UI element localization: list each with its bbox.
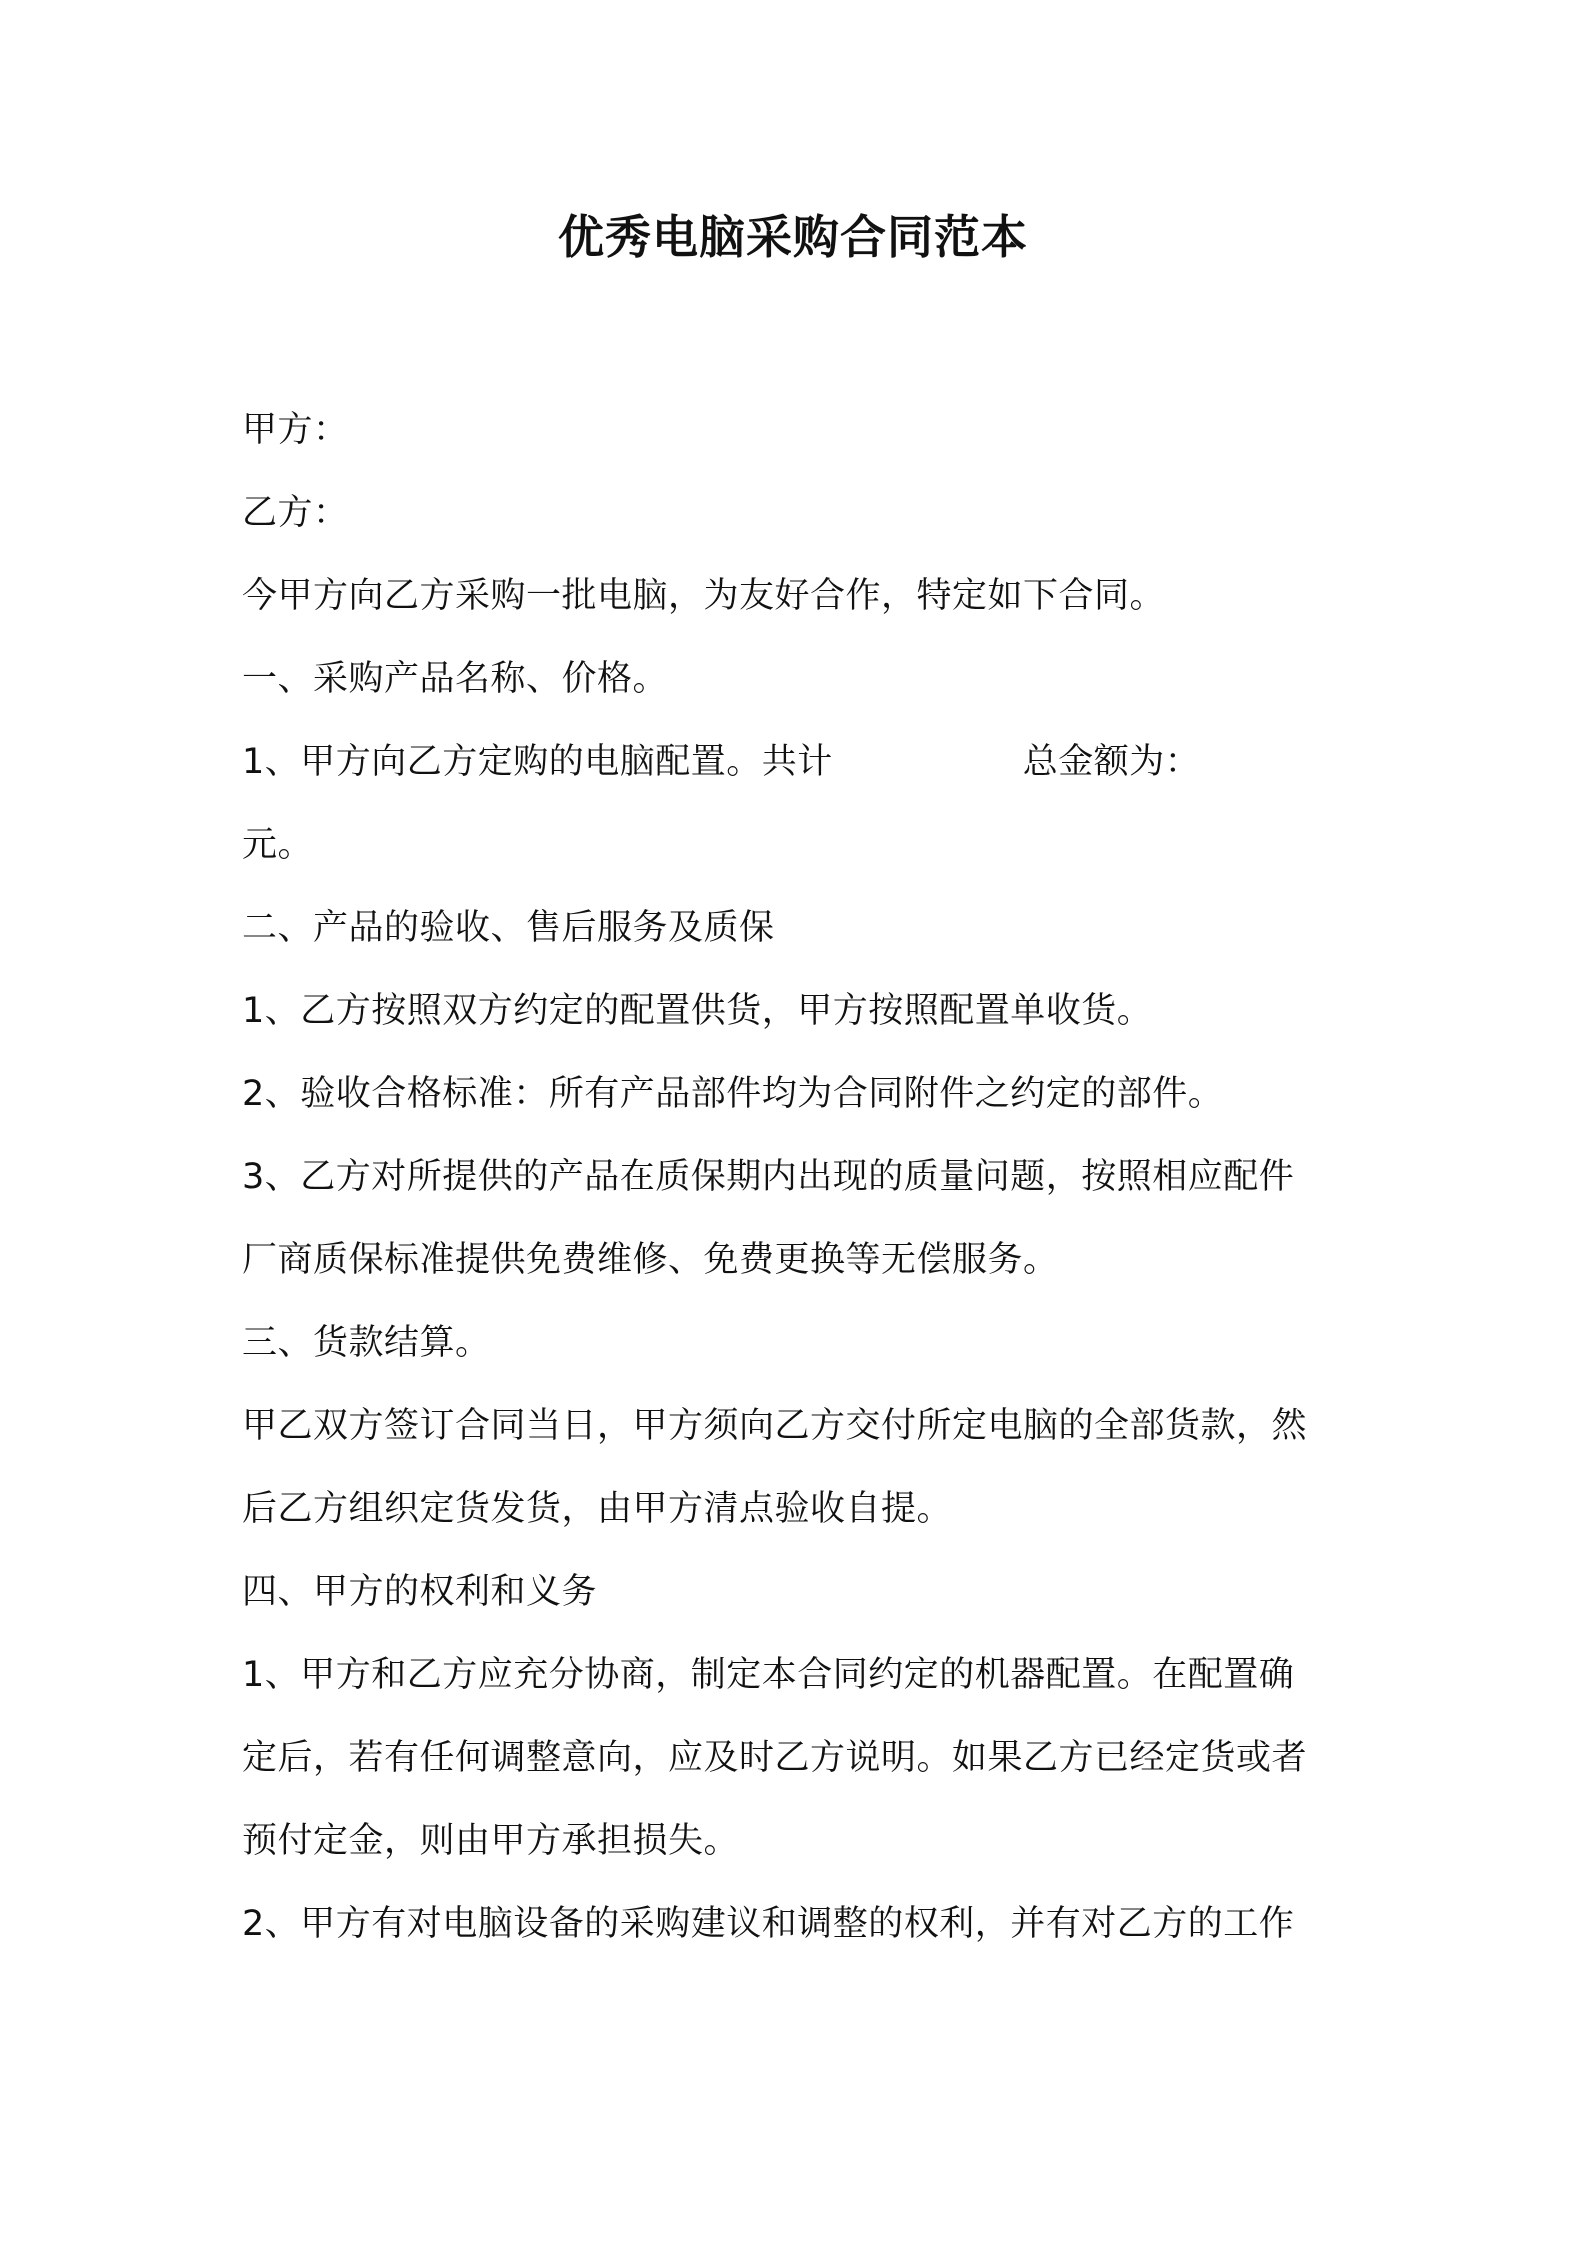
section-4-clause-1-cont: 定后，若有任何调整意向，应及时乙方说明。如果乙方已经定货或者 (242, 1738, 1308, 1778)
clause-1-left-text: 1、甲方向乙方定购的电脑配置。共计 (242, 742, 833, 782)
section-3-paragraph-cont: 后乙方组织定货发货，由甲方清点验收自提。 (242, 1489, 953, 1529)
section-2-heading: 二、产品的验收、售后服务及质保 (242, 908, 775, 948)
party-b-line: 乙方： (242, 493, 349, 533)
section-3-paragraph: 甲乙双方签订合同当日，甲方须向乙方交付所定电脑的全部货款，然 (242, 1406, 1308, 1446)
party-a-line: 甲方： (242, 410, 349, 450)
section-3-heading: 三、货款结算。 (242, 1323, 491, 1363)
clause-1-right-text: 总金额为： (1022, 742, 1201, 782)
section-4-clause-1: 1、甲方和乙方应充分协商，制定本合同约定的机器配置。在配置确 (242, 1655, 1295, 1695)
document-title: 优秀电脑采购合同范本 (558, 210, 1028, 264)
section-4-clause-1-end: 预付定金，则由甲方承担损失。 (242, 1821, 740, 1861)
document-body (242, 405, 1362, 1982)
section-1-clause-1 (242, 737, 1362, 820)
section-2-clause-2: 2、验收合格标准：所有产品部件均为合同附件之约定的部件。 (242, 1074, 1224, 1114)
section-1-clause-1-end: 元。 (242, 825, 314, 865)
section-1-heading: 一、采购产品名称、价格。 (242, 659, 669, 699)
section-2-clause-3: 3、乙方对所提供的产品在质保期内出现的质量问题，按照相应配件 (242, 1157, 1295, 1197)
section-4-heading: 四、甲方的权利和义务 (242, 1572, 598, 1612)
section-2-clause-1: 1、乙方按照双方约定的配置供货，甲方按照配置单收货。 (242, 991, 1153, 1031)
intro-paragraph: 今甲方向乙方采购一批电脑，为友好合作，特定如下合同。 (242, 576, 1166, 616)
section-2-clause-3-cont: 厂商质保标准提供免费维修、免费更换等无偿服务。 (242, 1240, 1059, 1280)
section-4-clause-2: 2、甲方有对电脑设备的采购建议和调整的权利，并有对乙方的工作 (242, 1904, 1295, 1944)
